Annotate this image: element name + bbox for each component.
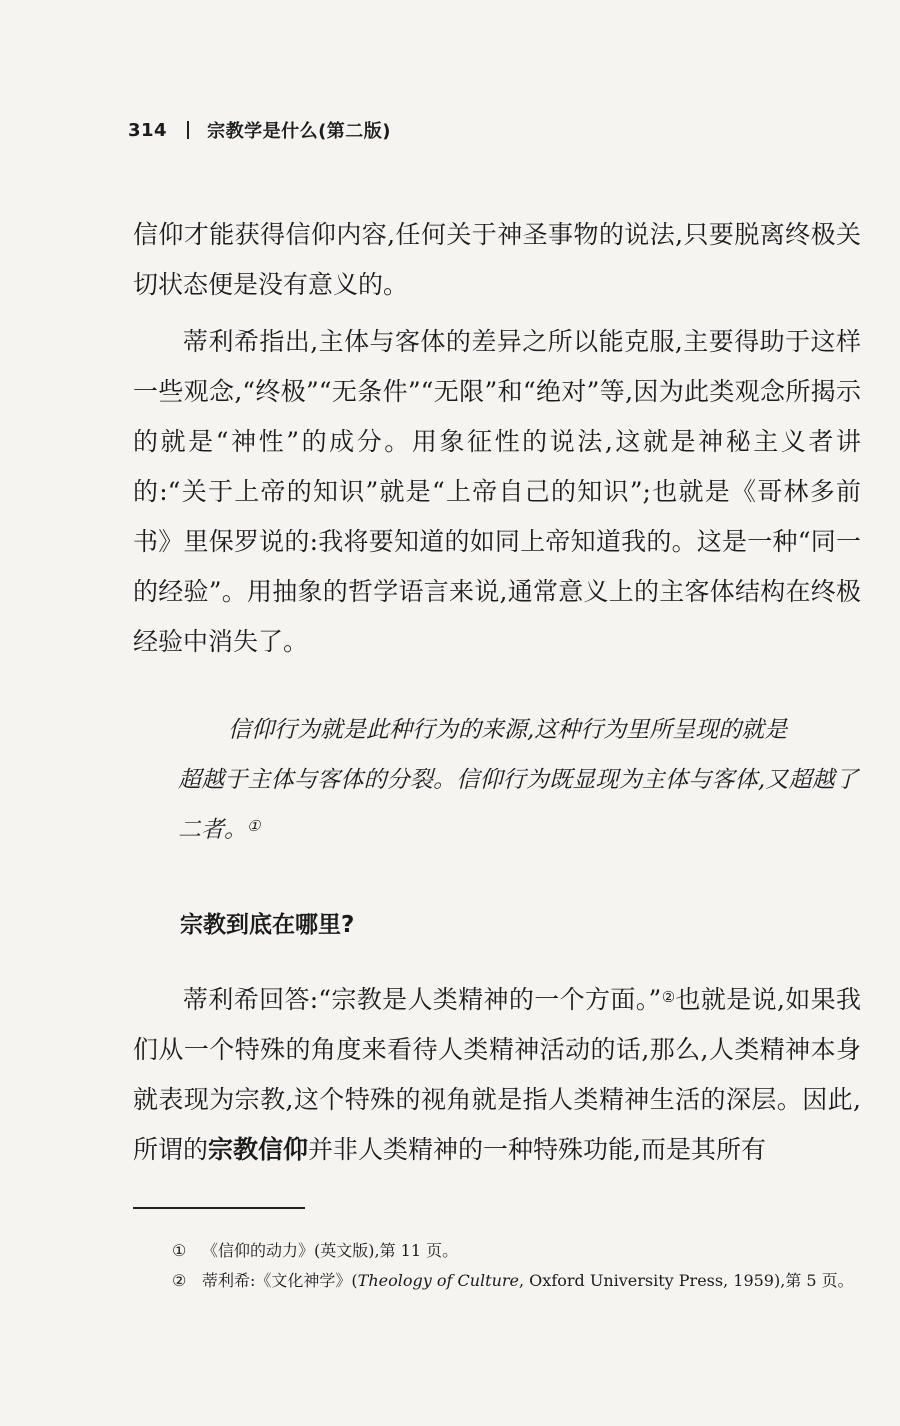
- paragraph-3-part-2: 也就是说,如果我们从一个特殊的角度来看待人类精神活动的话,那么,人类精神本身就表现为宗教,这个特殊的视角就是指人类精神生活的深层。因此,所谓的: [133, 985, 861, 1164]
- footnote-mark: ①: [172, 1241, 187, 1260]
- section-heading: 宗教到底在哪里?: [180, 912, 355, 938]
- quote-rest: 超越于主体与客体的分裂。信仰行为既显现为主体与客体,又超越了二者。: [178, 767, 858, 843]
- block-quote: [178, 705, 858, 855]
- paragraph-3-part-1: 蒂利希回答:“宗教是人类精神的一个方面。”: [183, 985, 662, 1014]
- bold-term: 宗教信仰: [208, 1135, 309, 1164]
- running-header: [128, 117, 391, 143]
- page-number: 314: [128, 119, 168, 141]
- footnote-text: [202, 1266, 854, 1296]
- footnote-ref-2[interactable]: ②: [661, 988, 676, 1006]
- paragraph-1: 信仰才能获得信仰内容,任何关于神圣事物的说法,只要脱离终极关切状态便是没有意义的。: [133, 220, 861, 299]
- header-divider: [187, 121, 189, 139]
- quote-line-1: 信仰行为就是此种行为的来源,这种行为里所呈现的就是: [228, 717, 788, 743]
- footnote-text-post: , Oxford University Press, 1959),第 5 页。: [519, 1271, 854, 1290]
- book-title: 宗教学是什么(第二版): [207, 121, 392, 142]
- paragraph-3: [133, 975, 861, 1175]
- footnote-text-pre: 蒂利希:《文化神学》(: [202, 1271, 358, 1290]
- footnotes: [172, 1236, 872, 1296]
- footnote-mark: ②: [172, 1271, 187, 1290]
- footnote-ref-1[interactable]: ①: [247, 817, 261, 835]
- paragraph-2: 蒂利希指出,主体与客体的差异之所以能克服,主要得助于这样一些观念,“终极”“无条件”“无限”和“绝对”等,因为此类观念所揭示的就是“神性”的成分。用象征性的说法,这就是神秘主义者讲的:“关于上帝的知识”就是“上帝自己的知识”;也就是《哥林多前书》里保罗说的:我将要知道的如同上帝知道我的。这是一种“同一的经验”。用抽象的哲学语言来说,通常意义上的主客体结构在终极经验中消失了。: [133, 327, 861, 656]
- footnote-text: 《信仰的动力》(英文版),第 11 页。: [202, 1241, 459, 1260]
- footnote-2: [172, 1266, 872, 1296]
- footnote-1: [172, 1236, 872, 1266]
- footnote-divider: [133, 1207, 305, 1209]
- footnote-italic-title: Theology of Culture: [357, 1271, 519, 1290]
- paragraph-3-part-3: 并非人类精神的一种特殊功能,而是其所有: [308, 1135, 766, 1164]
